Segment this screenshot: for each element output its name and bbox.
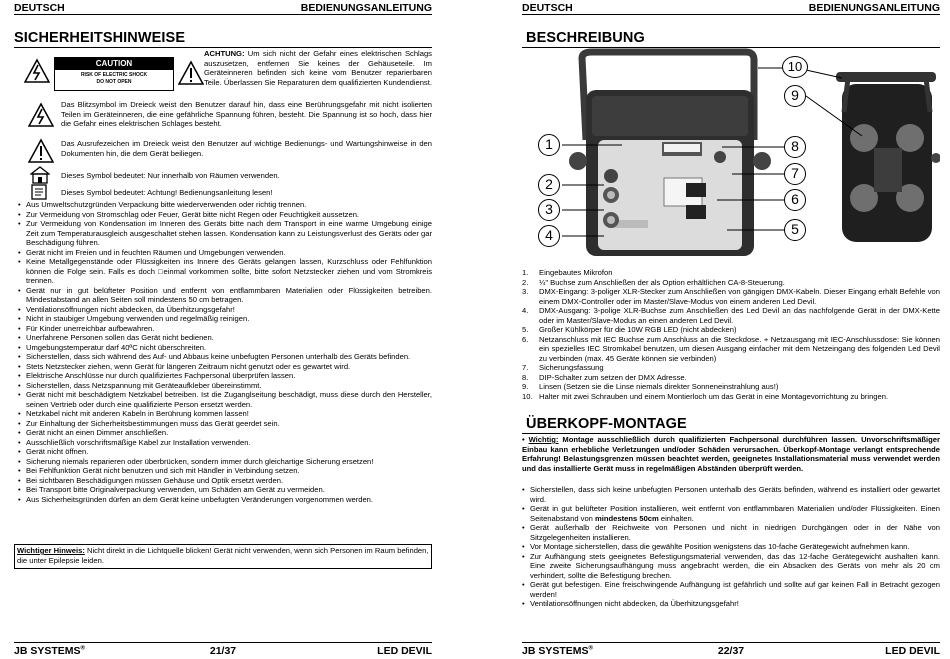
caution-line2: DO NOT OPEN — [96, 79, 132, 85]
read-paragraph: Dieses Symbol bedeutet: Achtung! Bedienungsanleitung lesen! — [61, 188, 273, 197]
section-title-overhead: ÜBERKOPF-MONTAGE — [526, 416, 687, 432]
component-number: 3. — [522, 287, 529, 296]
safety-bullet-item: • Gerät nicht im Freien und in feuchten Räumen und Umgebungen verwenden. — [18, 248, 432, 258]
safety-bullet-item: • Stets Netzstecker ziehen, wenn Gerät für längeren Zeitraum nicht genutzt oder es gewartet wird. — [18, 362, 432, 372]
component-text: Halter mit zwei Schrauben und einem Montierloch um das Gerät in eine Montagevorrichtung zu bringen. — [539, 391, 889, 401]
component-item — [522, 392, 940, 402]
safety-bullet-item: • Bei Transport bitte Originalverpackung verwenden, um Schäden am Gerät zu vermeiden. — [18, 485, 432, 495]
footer-brand: JB SYSTEMS® — [522, 645, 593, 657]
safety-bullet-item: • Zur Vermeidung von Stromschlag oder Feuer, Gerät bitte nicht Regen oder Feuchtigkeit aussetzen. — [18, 210, 432, 220]
achtung-text: Um sich nicht der Gefahr eines elektrischen Schlags auszusetzen, entfernen Sie keines der Gehäuseteile. Im Geräteinneren befinden sich keine vom Benutzer reparierbaren Teile. Überlassen Sie Reparaturen dem qualifizierten Kundendienst. — [204, 49, 432, 87]
callout-7: 7 — [784, 163, 806, 185]
section-title-description: BESCHREIBUNG — [526, 30, 645, 46]
blitz-paragraph: Das Blitzsymbol im Dreieck weist den Benutzer darauf hin, dass eine Berührungsgefahr mit nicht isolierten Teilen im Geräteinneren, die eine gefährliche Spannung führen, besteht. Die Spannung ist so hoch, dass hier die Gefahr eines elektrischen Schlages besteht. — [61, 100, 432, 128]
callout-10: 10 — [782, 56, 808, 78]
component-text: ¼" Buchse zum Anschließen der als Option erhältlichen CA-8-Steuerung. — [539, 277, 785, 287]
section-title-safety: SICHERHEITSHINWEISE — [14, 30, 186, 46]
header-language: DEUTSCH — [14, 2, 65, 14]
component-item — [522, 268, 940, 278]
safety-bullet-item: • Sicherstellen, dass sich während des Auf- und Abbaus keine unbefugten Personen unterhalb des Geräts befinden. — [18, 352, 432, 362]
hint-text: Nicht direkt in die Lichtquelle blicken! Gerät nicht verwenden, wenn sich Personen im Raum befinden, die unter Epilepsie leiden. — [17, 546, 429, 565]
warning-text: Montage ausschließlich durch qualifizierten Fachpersonal durchführen lassen. Unvorschriftsmäßiger Einbau kann erhebliche Verletzungen und/oder Schäden verursachen. Überkopf-Montage verlangt entsprechende Erfahrung! Belastungsgrenzen müssen beachtet werden, geeignetes Installationsmaterial muss verwendet werden und das installierte Gerät muss in regelmäßigen Abständen überprüft werden. — [522, 435, 940, 473]
achtung-label: ACHTUNG: — [204, 49, 245, 58]
component-item — [522, 363, 940, 373]
safety-bullet-item: • Zur Einhaltung der Sicherheitsbestimmungen muss das Gerät geerdet sein. — [18, 419, 432, 429]
caution-label — [54, 57, 174, 91]
safety-bullet-item: • Umgebungstemperatur darf 40ºC nicht überschreiten. — [18, 343, 432, 353]
footer-page-number: 21/37 — [209, 645, 237, 657]
safety-bullet-list — [18, 200, 432, 504]
safety-bullet-item: • Sicherung niemals reparieren oder überbrücken, sondern immer durch gleichartige Sicherung ersetzen! — [18, 457, 432, 467]
safety-bullet-item: • Nicht in staubiger Umgebung verwenden und regelmäßig reinigen. — [18, 314, 432, 324]
header-language: DEUTSCH — [522, 2, 573, 14]
overhead-bullet-list — [522, 485, 940, 609]
safety-bullet-item: • Bei sichtbaren Beschädigungen müssen Gehäuse und Optik ersetzt werden. — [18, 476, 432, 486]
safety-bullet-item: • Aus Umweltschutzgründen Verpackung bitte wiederverwenden oder richtig trennen. — [18, 200, 432, 210]
safety-bullet-item: • Bei Fehlfunktion Gerät nicht benutzen und sich mit Händler in Verbindung setzen. — [18, 466, 432, 476]
footer-model: LED DEVIL — [885, 645, 940, 657]
component-number: 2. — [522, 277, 529, 287]
safety-bullet-item: • Sicherstellen, dass Netzspannung mit Geräteaufkleber übereinstimmt. — [18, 381, 432, 391]
component-item — [522, 278, 940, 288]
warning-label: Wichtig: — [528, 435, 559, 444]
important-hint-box — [14, 544, 432, 569]
device-illustration — [522, 48, 940, 263]
safety-bullet-item: • Gerät nicht öffnen. — [18, 447, 432, 457]
component-number: 9. — [522, 382, 529, 391]
component-text: DMX-Ausgang: 3-polige XLR-Buchse zum Anschließen des Led Devil an das nachfolgende Gerät in der DMX-Kette oder im Master/Slave-Modus an einen anderen Led Devil. — [539, 306, 940, 325]
caution-title: CAUTION — [55, 58, 173, 70]
indoor-paragraph: Dieses Symbol bedeutet: Nur innerhalb von Räumen verwenden. — [61, 171, 280, 180]
callout-3: 3 — [538, 199, 560, 221]
bullet-text: einhalten. — [658, 513, 694, 523]
component-text: Linsen (Setzen sie die Linse niemals direkter Sonneneinstrahlung aus!) — [539, 382, 779, 391]
safety-bullet-item: • Netzkabel nicht mit anderen Kabeln in Berührung kommen lassen! — [18, 409, 432, 419]
safety-bullet-item: • Zur Vermeidung von Kondensation im Inneren des Geräts bitte nach dem Transport in eine warme Umgebung einige Zeit zum Temperaturausgleich ausgeschaltet stehen lassen. Kondensation kann zu Leistungsverlust des Geräts oder gar Beschädigung führen. — [18, 219, 432, 248]
title-rule — [14, 47, 432, 48]
component-text: DMX-Eingang: 3-poliger XLR-Stecker zum Anschließen von gängigen DMX-Kabeln. Dieser Eingang erhält Befehle von einem DMX-Controller oder im Master/Slave-Modus von einem anderen Led Devil. — [539, 287, 940, 306]
safety-bullet-item: • Gerät nicht mit beschädigtem Netzkabel betreiben. Ist die Zuganglseitung beschädigt, muss diese durch den Hersteller, seinen Vertrieb oder durch eine qualifizierte Person ersetzt werden. — [18, 390, 432, 409]
ausruf-paragraph: Das Ausrufezeichen im Dreieck weist den Benutzer auf wichtige Bedienungs- und Wartungshinweise in den Dokumenten hin, die dem Gerät beiliegen. — [61, 139, 432, 158]
component-item — [522, 287, 940, 306]
overhead-bullet-item: • Ventilationsöffnungen nicht abdecken, da Überhitzungsgefahr! — [522, 599, 940, 609]
component-item — [522, 325, 940, 335]
component-number: 4. — [522, 306, 529, 315]
component-item — [522, 382, 940, 392]
safety-bullet-item: • Ventilationsöffnungen nicht abdecken, da Überhitzungsgefahr! — [18, 305, 432, 315]
component-text: DIP-Schalter zum setzen der DMX Adresse. — [539, 372, 687, 382]
component-item — [522, 335, 940, 364]
callout-9: 9 — [784, 85, 806, 107]
page-header — [14, 2, 432, 15]
caution-line1: RISK OF ELECTRIC SHOCK — [80, 72, 148, 78]
lightning-triangle-icon — [24, 58, 50, 89]
safety-bullet-item: • Keine Metallgegenstände oder Flüssigkeiten ins Innere des Geräts gelangen lassen, Kurzschluss oder Fehlfunktion können die Folge sein. Falls es doch □einmal vorkommen sollte, bitte sofort Netzstecker ziehen und vom Stromkreis trennen. — [18, 257, 432, 286]
header-doc-title: BEDIENUNGSANLEITUNG — [300, 2, 432, 14]
left-page — [14, 0, 432, 659]
overhead-bullet-item: • Sicherstellen, dass sich keine unbefugten Personen unterhalb des Geräts befinden, während es installiert oder gewartet wird. — [522, 485, 940, 504]
safety-bullet-item: • Für Kinder unerreichbar aufbewahren. — [18, 324, 432, 334]
safety-bullet-item: • Aus Sicherheitsgründen dürfen an dem Gerät keine unbefugten Veränderungen vorgenommen werden. — [18, 495, 432, 505]
callout-6: 6 — [784, 189, 806, 211]
component-text: Großer Kühlkörper für die 10W RGB LED (nicht abdecken) — [539, 325, 737, 334]
safety-bullet-item: • Ausschließlich vorschriftsmäßige Kabel zur Installation verwenden. — [18, 438, 432, 448]
component-number: 8. — [522, 372, 529, 382]
page-footer — [522, 642, 940, 658]
exclamation-symbol-icon — [28, 138, 54, 169]
overhead-bullet-item: • Gerät gut befestigen. Eine freischwingende Aufhängung ist gefährlich und sollte auf gar keinen Fall in Betracht gezogen werden! — [522, 580, 940, 599]
overhead-bullet-item: • Gerät außerhalb der Reichweite von Personen und nicht in niedrigen Durchgängen oder in der Nähe von Sitzgelegenheiten installieren. — [522, 523, 940, 542]
component-number: 1. — [522, 268, 529, 277]
hint-label: Wichtiger Hinweis: — [17, 546, 85, 555]
component-item — [522, 373, 940, 383]
component-text: Netzanschluss mit IEC Buchse zum Anschluss an die Steckdose. + Netzausgang mit IEC-Anschlussdose: Sie können ein spezielles IEC Stromkabel benutzen, um diesen Ausgang einfacher mit dem Netzeingang des folgenden Led Devil zu verbinden (max. 45 Geräte können sie verbinden) — [539, 334, 940, 363]
footer-brand: JB SYSTEMS® — [14, 645, 85, 657]
overhead-bullet-item: • Vor Montage sicherstellen, dass die gewählte Position wenigstens das 10-fache Gerätegewicht aufnehmen kann. — [522, 542, 940, 552]
overhead-bullet-item: • Zur Aufhängung stets geeignetes Befestigungsmaterial verwenden, das das 12-fache Gerätegewicht aushalten kann. Eine zweite Sicherungsaufhängung muss angebracht werden, die ein Absacken des Geräts von mehr als 20 cm verhindert, sollte die Befestigung brechen. — [522, 552, 940, 581]
emphasis-text: mindestens 50cm — [595, 513, 659, 523]
right-page — [522, 0, 940, 659]
footer-model: LED DEVIL — [377, 645, 432, 657]
safety-bullet-item: • Gerät nur in gut belüfteter Position und entfernt von entflammbaren Materialien oder Flüssigkeiten betreiben. Mindestabstand an allen Seiten soll mindestens 50 cm betragen. — [18, 286, 432, 305]
callout-4: 4 — [538, 225, 560, 247]
safety-bullet-item: • Elektrische Anschlüsse nur durch qualifiziertes Fachpersonal überprüfen lassen. — [18, 371, 432, 381]
callout-8: 8 — [784, 136, 806, 158]
callout-2: 2 — [538, 174, 560, 196]
component-number: 10. — [522, 391, 533, 401]
exclamation-triangle-icon — [178, 60, 204, 91]
header-doc-title: BEDIENUNGSANLEITUNG — [808, 2, 940, 14]
page-header — [522, 2, 940, 15]
component-item — [522, 306, 940, 325]
title-rule-2 — [522, 433, 940, 434]
safety-bullet-item: • Unerfahrene Personen sollen das Gerät nicht bedienen. — [18, 333, 432, 343]
overhead-warning — [522, 435, 940, 473]
footer-page-number: 22/37 — [717, 645, 745, 657]
lightning-symbol-icon — [28, 102, 54, 133]
component-number: 7. — [522, 363, 529, 372]
component-list — [522, 268, 940, 401]
callout-5: 5 — [784, 219, 806, 241]
callout-1: 1 — [538, 134, 560, 156]
bullet-text: Gerät in gut belüfteter Position installieren, weit entfernt von entflammbaren Materialien und/oder Flüssigkeiten. Einen Seitenabstand von — [530, 504, 940, 523]
component-text: Eingebautes Mikrofon — [539, 268, 613, 277]
warning-bullet: • — [522, 435, 529, 444]
achtung-paragraph — [204, 49, 432, 87]
safety-bullet-item: • Gerät nicht an einen Dimmer anschließen. — [18, 428, 432, 438]
component-number: 6. — [522, 334, 529, 344]
component-text: Sicherungsfassung — [539, 363, 604, 372]
page-footer — [14, 642, 432, 658]
overhead-bullet-item — [522, 504, 940, 523]
component-number: 5. — [522, 325, 529, 334]
